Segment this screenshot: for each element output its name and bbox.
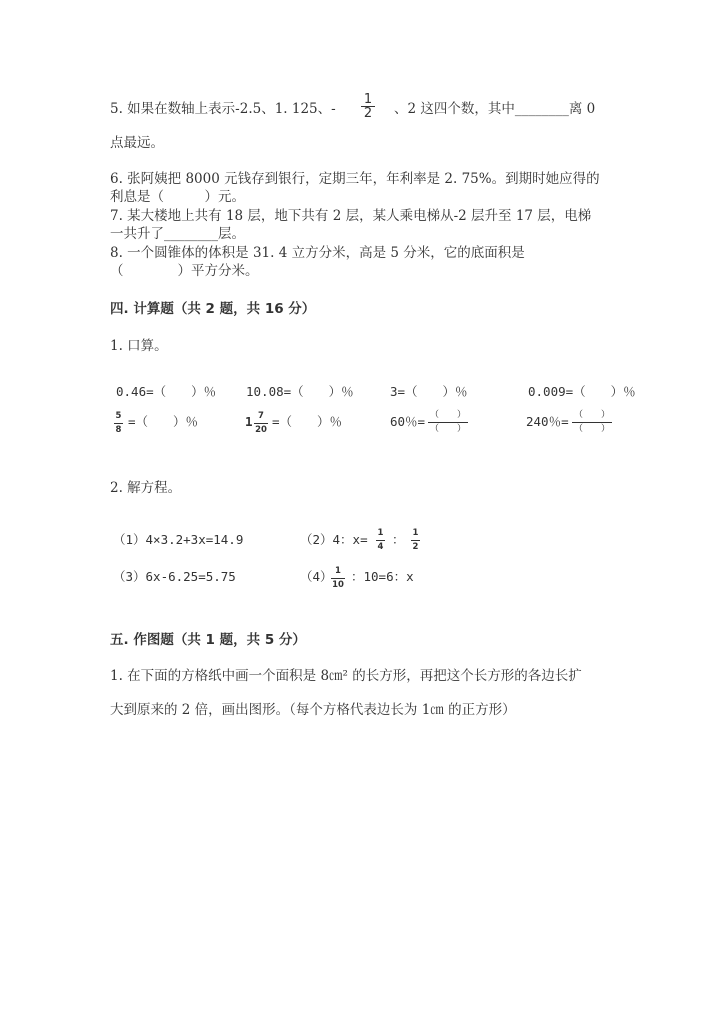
fraction-denominator: 2 (412, 542, 419, 552)
q5-text-part1: 5. 如果在数轴上表示-2.5、1. 125、- (110, 101, 336, 117)
q5-fraction (361, 94, 375, 119)
q8-line1: 8. 一个圆锥体的体积是 31. 4 立方分米，高是 5 分米，它的底面积是 (110, 245, 525, 261)
section-5-title: 五. 作图题（共 1 题，共 5 分） (110, 632, 306, 648)
oral-calc-item-8-fraction (572, 410, 612, 435)
equation-2-prefix: （2）4：x= (300, 532, 368, 547)
fraction-numerator: 1 (335, 566, 341, 576)
fraction-denominator: 10 (332, 580, 344, 590)
q8-line2: （ ）平方分米。 (110, 263, 259, 279)
equation-4-tail: ：10=6：x (351, 569, 414, 584)
q6-line1: 6. 张阿姨把 8000 元钱存到银行，定期三年，年利率是 2. 75%。到期时她应得的 (110, 171, 600, 187)
equation-3: （3）6x-6.25=5.75 (113, 569, 236, 584)
oral-calc-item-5-tail: =（ ）％ (128, 414, 199, 429)
oral-calc-item-8-prefix: 240％= (526, 414, 569, 429)
q5-fraction-denominator: 2 (363, 106, 373, 121)
fraction-denominator: 8 (115, 425, 122, 435)
q7-line2: 一共升了________层。 (110, 226, 245, 242)
oral-calc-item-6-whole: 1 (245, 414, 253, 429)
fraction-denominator: 20 (255, 425, 267, 435)
oral-calc-item-3: 3=（ ）％ (390, 384, 468, 399)
section-4-title: 四. 计算题（共 2 题，共 16 分） (110, 301, 316, 317)
fraction-bar (572, 422, 612, 423)
oral-calc-item-1: 0.46=（ ）％ (116, 384, 217, 399)
q5-text-line2: 点最远。 (110, 135, 164, 151)
oral-calc-title: 1. 口算。 (110, 338, 168, 354)
solve-equation-title: 2. 解方程。 (110, 480, 182, 496)
fraction-numerator: 7 (258, 411, 264, 421)
q5-text-part2: 、2 这四个数，其中________离 0 (394, 101, 596, 117)
fraction-bar (376, 540, 385, 541)
oral-calc-item-5-fraction (114, 411, 123, 436)
q5-fraction-numerator: 1 (363, 92, 373, 107)
fraction-bar (331, 578, 345, 579)
oral-calc-item-7-fraction (428, 410, 468, 435)
fraction-bar (114, 423, 123, 424)
equation-4-fraction (331, 566, 345, 591)
oral-calc-item-7-prefix: 60％= (390, 414, 426, 429)
fraction-denominator: 4 (377, 542, 384, 552)
fraction-numerator: 1 (377, 528, 384, 538)
fraction-numerator: （ ） (429, 410, 466, 420)
fraction-denominator: （ ） (573, 424, 610, 434)
oral-calc-item-6-tail: =（ ）％ (272, 414, 343, 429)
fraction-numerator: 5 (115, 411, 122, 421)
fraction-numerator: 1 (412, 528, 419, 538)
q7-line1: 7. 某大楼地上共有 18 层，地下共有 2 层，某人乘电梯从-2 层升至 17 层，电梯 (110, 208, 592, 224)
equation-2-fraction-1 (376, 528, 385, 553)
fraction-bar (411, 540, 420, 541)
fraction-numerator: （ ） (573, 410, 610, 420)
drawing-question-line1: 1. 在下面的方格纸中画一个面积是 8㎝² 的长方形，再把这个长方形的各边长扩 (110, 668, 582, 684)
equation-2-fraction-2 (411, 528, 420, 553)
oral-calc-item-2: 10.08=（ ）％ (246, 384, 354, 399)
equation-4-prefix: （4） (300, 569, 333, 584)
fraction-denominator: （ ） (429, 424, 466, 434)
oral-calc-item-6-fraction (254, 411, 268, 436)
oral-calc-item-4: 0.009=（ ）％ (528, 384, 636, 399)
equation-2-colon: ： (392, 532, 405, 547)
q6-line2: 利息是（ ）元。 (110, 189, 245, 205)
fraction-bar (428, 422, 468, 423)
drawing-question-line2: 大到原来的 2 倍，画出图形。（每个方格代表边长为 1㎝ 的正方形） (110, 702, 516, 718)
equation-1: （1）4×3.2+3x=14.9 (113, 532, 244, 547)
fraction-bar (254, 423, 268, 424)
